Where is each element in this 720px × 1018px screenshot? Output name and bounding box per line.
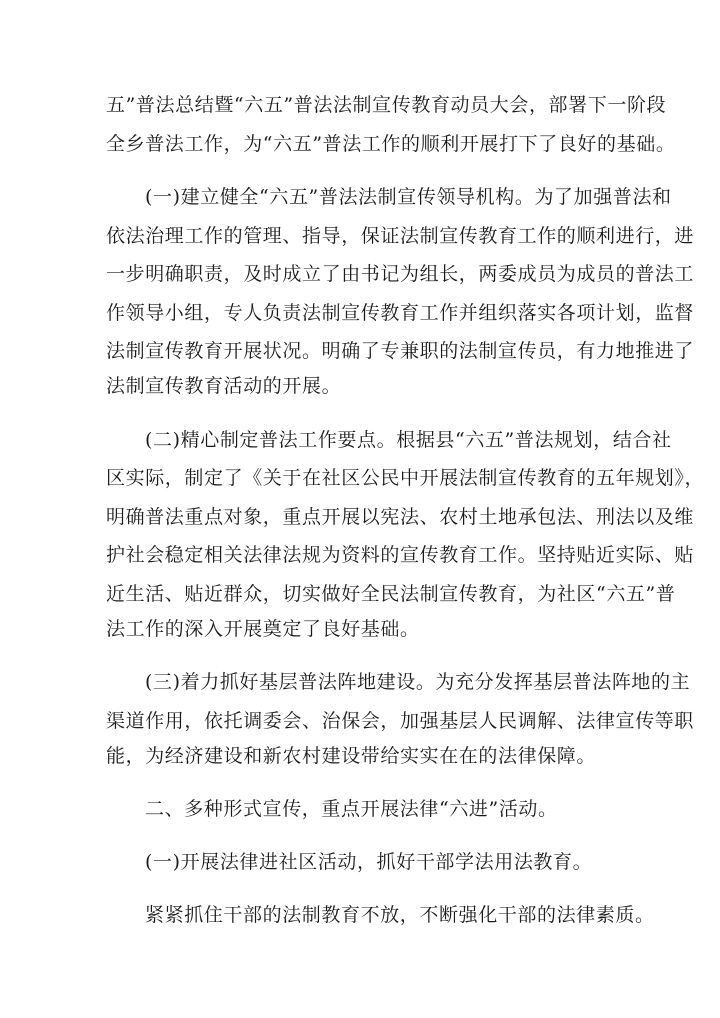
text-line: 护社会稳定相关法律法规为资料的宣传教育工作。坚持贴近实际、贴	[106, 544, 695, 566]
text-line: 法制宣传教育开展状况。明确了专兼职的法制宣传员，有力地推进了	[106, 340, 695, 362]
text-line: 紧紧抓住干部的法制教育不放，不断强化干部的法律素质。	[145, 904, 655, 926]
subsection-heading: (一)开展法律进社区活动，抓好干部学法用法教育。	[145, 851, 593, 873]
text-line: (一)建立健全“六五”普法法制宣传领导机构。为了加强普法和	[145, 186, 672, 208]
text-line: (三)着力抓好基层普法阵地建设。为充分发挥基层普法阵地的主	[145, 671, 691, 693]
text-line: 一步明确职责，及时成立了由书记为组长，两委成员为成员的普法工	[106, 263, 695, 285]
text-line: 能，为经济建设和新农村建设带给实实在在的法律保障。	[106, 745, 597, 767]
section-heading: 二、多种形式宣传，重点开展法律“六进”活动。	[145, 798, 558, 820]
text-line: 近生活、贴近群众，切实做好全民法制宣传教育，为社区“六五”普	[106, 583, 676, 605]
text-line: 全乡普法工作，为“六五”普法工作的顺利开展打下了良好的基础。	[106, 133, 676, 155]
text-line: 五”普法总结暨“六五”普法法制宣传教育动员大会，部署下一阶段	[106, 94, 667, 116]
text-line: 区实际，制定了《关于在社区公民中开展法制宣传教育的五年规划》，	[106, 467, 705, 489]
text-line: 法制宣传教育活动的开展。	[106, 375, 342, 397]
text-line: 明确普法重点对象，重点开展以宪法、农村土地承包法、刑法以及维	[106, 506, 695, 528]
text-line: (二)精心制定普法工作要点。根据县“六五”普法规划，结合社	[145, 429, 672, 451]
text-line: 依法治理工作的管理、指导，保证法制宣传教育工作的顺利进行，进	[106, 225, 695, 247]
text-line: 渠道作用，依托调委会、治保会，加强基层人民调解、法律宣传等职	[106, 710, 695, 732]
text-line: 作领导小组，专人负责法制宣传教育工作并组织落实各项计划，监督	[106, 302, 695, 324]
text-line: 法工作的深入开展奠定了良好基础。	[106, 618, 420, 640]
